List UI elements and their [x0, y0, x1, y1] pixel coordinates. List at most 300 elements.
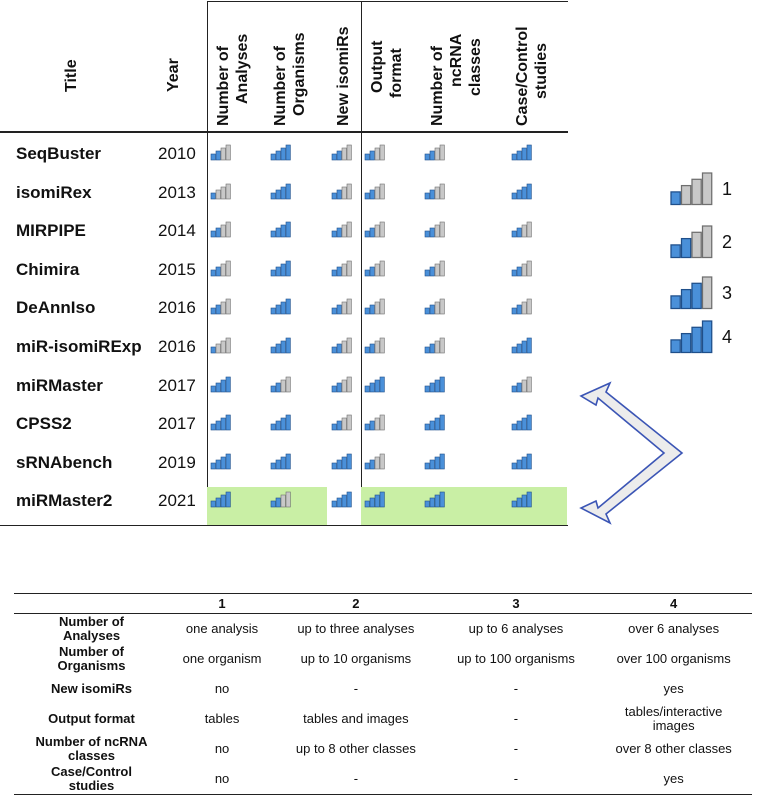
tool-name: miRMaster2 [16, 491, 113, 511]
rating-bar-filled [517, 498, 521, 507]
rating-bar-filled [425, 424, 429, 430]
rating-bar-empty [527, 377, 531, 392]
rating-bar-filled [276, 383, 280, 392]
rating-bar-filled [337, 305, 341, 314]
highlight-band [361, 487, 567, 525]
rating-bar-filled [692, 283, 701, 308]
rating-icon [210, 144, 231, 161]
rating-bar-empty [347, 222, 351, 237]
rating-bar-filled [281, 457, 285, 469]
rating-bar-filled [365, 154, 369, 160]
rating-bar-empty [380, 415, 384, 430]
rating-bar-filled [512, 386, 516, 392]
rating-bar-filled [286, 415, 290, 430]
rating-bar-empty [342, 418, 346, 430]
rating-bar-filled [702, 321, 711, 352]
definition-row [14, 764, 752, 795]
rating-icon [424, 491, 445, 508]
rating-bar-empty [375, 341, 379, 353]
rating-bar-filled [370, 344, 374, 353]
rating-bar-filled [671, 340, 680, 353]
rating-bar-filled [430, 305, 434, 314]
rating-icon [331, 414, 352, 431]
rating-bar-empty [527, 299, 531, 314]
tool-year: 2017 [158, 414, 196, 434]
rating-icon [270, 221, 291, 238]
rating-bar-filled [430, 267, 434, 276]
definition-cell: tables [204, 711, 240, 726]
rating-bar-filled [211, 463, 215, 469]
header-divider [361, 1, 362, 131]
rating-bar-empty [216, 190, 220, 199]
rating-bar-filled [365, 231, 369, 237]
definition-row [14, 674, 752, 704]
rating-bar-filled [271, 231, 275, 237]
rating-bar-filled [517, 344, 521, 353]
rating-bar-filled [512, 193, 516, 199]
header-year: Year [165, 58, 182, 92]
rating-icon [270, 337, 291, 354]
definition-cell: one organism [182, 651, 262, 666]
rating-bar-filled [211, 308, 215, 314]
rating-bar-filled [347, 454, 351, 469]
rating-icon [210, 260, 231, 277]
rating-bar-empty [375, 264, 379, 276]
tool-name: sRNAbench [16, 452, 113, 472]
rating-icon [511, 453, 532, 470]
rating-bar-filled [512, 424, 516, 430]
rating-bar-empty [281, 495, 285, 507]
rating-bar-filled [281, 148, 285, 160]
rating-icon [210, 337, 231, 354]
rating-bar-filled [435, 495, 439, 507]
header-case-control: Case/Control studies [514, 26, 550, 126]
rating-bar-filled [211, 386, 215, 392]
rating-icon [270, 298, 291, 315]
rating-bar-filled [271, 386, 275, 392]
rating-bar-filled [522, 418, 526, 430]
rating-bar-empty [435, 302, 439, 314]
rating-bar-filled [435, 457, 439, 469]
rating-icon [511, 376, 532, 393]
header-ncrna-classes: Number of ncRNA classes [429, 33, 484, 126]
tool-name: isomiRex [16, 182, 92, 202]
rating-bar-filled [286, 184, 290, 199]
column-divider [361, 131, 362, 526]
definition-cell: over 6 analyses [628, 621, 720, 636]
rating-bar-empty [226, 299, 230, 314]
rating-bar-empty [221, 302, 225, 314]
rating-bar-filled [226, 492, 230, 507]
rating-bar-filled [271, 424, 275, 430]
tool-year: 2019 [158, 452, 196, 472]
rating-bar-filled [527, 492, 531, 507]
table-bottom-rule [0, 525, 568, 526]
rating-bar-filled [211, 193, 215, 199]
rating-icon [511, 337, 532, 354]
definition-table [14, 593, 752, 795]
rating-bar-empty [435, 148, 439, 160]
rating-bar-filled [276, 228, 280, 237]
rating-bar-filled [226, 415, 230, 430]
rating-bar-empty [527, 222, 531, 237]
rating-bar-filled [512, 347, 516, 353]
rating-bar-filled [425, 270, 429, 276]
definition-cell: one analysis [185, 621, 259, 636]
rating-bar-filled [517, 421, 521, 430]
rating-bar-filled [517, 267, 521, 276]
definition-cell: up to 8 other classes [295, 741, 416, 756]
rating-bar-filled [337, 228, 341, 237]
rating-bar-empty [221, 264, 225, 276]
rating-bar-filled [332, 270, 336, 276]
rating-icon [424, 144, 445, 161]
rating-bar-empty [440, 338, 444, 353]
rating-icon [210, 453, 231, 470]
rating-bar-filled [211, 154, 215, 160]
rating-bar-empty [375, 418, 379, 430]
rating-bar-filled [370, 267, 374, 276]
rating-bar-filled [517, 460, 521, 469]
rating-bar-filled [370, 383, 374, 392]
rating-bar-filled [332, 347, 336, 353]
tool-year: 2014 [158, 221, 196, 241]
rating-icon [364, 491, 385, 508]
rating-bar-filled [342, 457, 346, 469]
rating-icon [424, 260, 445, 277]
rating-bar-empty [342, 264, 346, 276]
rating-bar-empty [347, 377, 351, 392]
tool-name: MIRPIPE [16, 221, 86, 241]
rating-bar-empty [435, 187, 439, 199]
rating-bar-filled [527, 415, 531, 430]
rating-bar-filled [425, 231, 429, 237]
rating-bar-empty [342, 302, 346, 314]
definition-cell: - [513, 771, 519, 786]
rating-bar-empty [440, 261, 444, 276]
definition-level-header: 3 [512, 596, 520, 611]
rating-bar-filled [276, 151, 280, 160]
definition-cell: over 100 organisms [616, 651, 731, 666]
rating-bar-filled [692, 327, 701, 352]
tool-name: CPSS2 [16, 414, 72, 434]
definition-header-row [14, 594, 752, 614]
definition-level-header: 4 [670, 596, 678, 611]
rating-bar-filled [332, 501, 336, 507]
rating-bar-filled [380, 377, 384, 392]
rating-bar-filled [337, 344, 341, 353]
rating-bar-filled [522, 341, 526, 353]
rating-bar-filled [271, 193, 275, 199]
rating-bar-empty [221, 341, 225, 353]
rating-icon [424, 376, 445, 393]
rating-bar-filled [337, 383, 341, 392]
rating-bar-filled [337, 267, 341, 276]
rating-bar-empty [692, 179, 701, 204]
rating-bar-filled [286, 222, 290, 237]
rating-bar-empty [286, 492, 290, 507]
rating-bar-filled [271, 308, 275, 314]
rating-bar-filled [671, 245, 680, 258]
rating-bar-empty [347, 261, 351, 276]
rating-icon [364, 298, 385, 315]
rating-bar-filled [425, 463, 429, 469]
rating-bar-empty [342, 380, 346, 392]
rating-bar-empty [702, 173, 711, 204]
rating-bar-empty [342, 225, 346, 237]
definition-cell: up to three analyses [297, 621, 415, 636]
tool-year: 2017 [158, 375, 196, 395]
rating-bar-filled [425, 347, 429, 353]
tool-year: 2015 [158, 259, 196, 279]
definition-row-label: Output format [48, 711, 135, 726]
rating-bar-filled [370, 460, 374, 469]
legend-label: 1 [722, 179, 733, 199]
rating-bar-filled [425, 308, 429, 314]
legend-label: 3 [722, 283, 733, 303]
rating-icon [364, 453, 385, 470]
column-divider [207, 131, 208, 526]
rating-icon [424, 453, 445, 470]
rating-bar-empty [380, 184, 384, 199]
rating-bar-empty [342, 341, 346, 353]
rating-bar-filled [380, 492, 384, 507]
rating-bar-empty [435, 264, 439, 276]
tool-year: 2010 [158, 144, 196, 163]
rating-icon [270, 491, 291, 508]
rating-bar-filled [517, 190, 521, 199]
rating-bar-filled [271, 463, 275, 469]
rating-bar-filled [221, 418, 225, 430]
rating-bar-empty [342, 187, 346, 199]
rating-icon [511, 260, 532, 277]
legend-icon [670, 320, 713, 354]
rating-bar-filled [440, 377, 444, 392]
rating-bar-empty [435, 341, 439, 353]
rating-bar-filled [221, 495, 225, 507]
rating-bar-filled [347, 492, 351, 507]
rating-bar-empty [380, 261, 384, 276]
tool-name: Chimira [16, 259, 80, 279]
rating-bar-filled [286, 454, 290, 469]
rating-bar-filled [430, 498, 434, 507]
rating-bar-filled [440, 415, 444, 430]
header-output-format: Output format [369, 40, 405, 98]
definition-cell: over 8 other classes [615, 741, 732, 756]
rating-bar-empty [347, 145, 351, 160]
rating-icon [364, 414, 385, 431]
rating-bar-filled [522, 495, 526, 507]
rating-bar-empty [440, 184, 444, 199]
rating-bar-empty [380, 299, 384, 314]
rating-bar-empty [380, 222, 384, 237]
rating-bar-filled [211, 424, 215, 430]
double-arrow-icon [572, 378, 690, 526]
rating-bar-filled [342, 495, 346, 507]
rating-bar-filled [671, 296, 680, 309]
rating-bar-empty [281, 380, 285, 392]
rating-bar-filled [332, 154, 336, 160]
rating-bar-empty [221, 187, 225, 199]
rating-bar-filled [281, 418, 285, 430]
rating-bar-filled [226, 377, 230, 392]
rating-bar-filled [517, 305, 521, 314]
rating-bar-empty [435, 225, 439, 237]
rating-bar-filled [271, 270, 275, 276]
rating-bar-filled [286, 338, 290, 353]
rating-bar-filled [281, 264, 285, 276]
rating-bar-filled [365, 424, 369, 430]
rating-bar-filled [365, 347, 369, 353]
definition-cell: no [214, 741, 230, 756]
rating-bar-filled [370, 151, 374, 160]
rating-icon [210, 183, 231, 200]
rating-bar-filled [430, 228, 434, 237]
header-top-rule [207, 1, 568, 2]
rating-bar-filled [211, 347, 215, 353]
rating-bar-filled [425, 154, 429, 160]
rating-bar-filled [522, 148, 526, 160]
definition-level-header: 1 [218, 596, 226, 611]
legend-label: 4 [722, 327, 733, 347]
rating-bar-empty [522, 380, 526, 392]
definition-cell: tables/interactive images [624, 704, 723, 733]
rating-bar-filled [276, 305, 280, 314]
rating-bar-filled [286, 145, 290, 160]
definition-cell: - [353, 681, 359, 696]
rating-bar-filled [271, 347, 275, 353]
rating-bar-filled [211, 270, 215, 276]
rating-bar-filled [276, 498, 280, 507]
rating-bar-empty [702, 226, 711, 257]
rating-bar-filled [276, 344, 280, 353]
rating-bar-empty [375, 148, 379, 160]
definition-row-label: Number of Organisms [57, 644, 126, 673]
rating-bar-filled [370, 498, 374, 507]
rating-bar-filled [370, 190, 374, 199]
legend-label: 2 [722, 232, 733, 252]
rating-bar-filled [332, 424, 336, 430]
rating-bar-filled [517, 151, 521, 160]
rating-bar-filled [281, 225, 285, 237]
tool-name: DeAnnIso [16, 298, 96, 318]
rating-bar-filled [375, 495, 379, 507]
rating-bar-filled [681, 290, 690, 309]
rating-bar-filled [281, 341, 285, 353]
rating-icon [511, 221, 532, 238]
rating-bar-filled [216, 151, 220, 160]
rating-bar-filled [440, 454, 444, 469]
rating-icon [364, 221, 385, 238]
header-title: Title [63, 59, 80, 92]
rating-bar-empty [527, 261, 531, 276]
rating-icon [331, 298, 352, 315]
rating-bar-empty [692, 232, 701, 257]
header-divider [207, 1, 208, 131]
rating-bar-filled [440, 492, 444, 507]
rating-bar-empty [522, 264, 526, 276]
rating-bar-empty [216, 344, 220, 353]
rating-bar-empty [221, 148, 225, 160]
rating-bar-empty [380, 454, 384, 469]
definition-corner [14, 594, 169, 614]
rating-bar-filled [430, 190, 434, 199]
tool-name: miRMaster [16, 375, 103, 395]
rating-icon [331, 453, 352, 470]
header-bottom-rule [0, 131, 568, 133]
rating-bar-filled [425, 386, 429, 392]
rating-bar-filled [216, 228, 220, 237]
rating-bar-filled [681, 334, 690, 353]
rating-bar-filled [527, 454, 531, 469]
rating-bar-filled [216, 421, 220, 430]
tool-name: miR-isomiRExp [16, 337, 142, 356]
rating-bar-filled [517, 383, 521, 392]
rating-bar-filled [435, 418, 439, 430]
rating-icon [270, 414, 291, 431]
definition-row [14, 644, 752, 674]
rating-bar-filled [522, 457, 526, 469]
rating-icon [270, 260, 291, 277]
rating-bar-empty [347, 299, 351, 314]
header-analyses: Number of Analyses [215, 33, 251, 126]
rating-bar-filled [430, 383, 434, 392]
definition-cell: up to 10 organisms [300, 651, 412, 666]
rating-icon [511, 298, 532, 315]
rating-bar-filled [337, 498, 341, 507]
rating-bar-filled [286, 261, 290, 276]
rating-bar-filled [365, 463, 369, 469]
rating-bar-filled [365, 270, 369, 276]
rating-bar-filled [430, 421, 434, 430]
rating-bar-empty [375, 302, 379, 314]
rating-bar-filled [365, 308, 369, 314]
rating-bar-filled [332, 193, 336, 199]
rating-icon [270, 453, 291, 470]
rating-bar-filled [522, 187, 526, 199]
rating-bar-filled [221, 380, 225, 392]
rating-bar-empty [681, 186, 690, 205]
rating-icon [364, 144, 385, 161]
rating-bar-empty [375, 187, 379, 199]
rating-bar-filled [226, 454, 230, 469]
definition-row-label: Number of ncRNA classes [35, 734, 148, 763]
tool-name: SeqBuster [16, 144, 102, 163]
rating-bar-filled [216, 460, 220, 469]
definition-cell: - [513, 711, 519, 726]
rating-bar-filled [425, 193, 429, 199]
rating-icon [424, 337, 445, 354]
rating-bar-filled [365, 386, 369, 392]
definition-level-header: 2 [352, 596, 360, 611]
rating-bar-empty [342, 148, 346, 160]
rating-icon [511, 183, 532, 200]
rating-icon [331, 144, 352, 161]
definition-cell: no [214, 681, 230, 696]
rating-bar-filled [512, 501, 516, 507]
rating-bar-filled [216, 498, 220, 507]
rating-bar-filled [281, 302, 285, 314]
rating-bar-filled [435, 380, 439, 392]
rating-bar-filled [276, 190, 280, 199]
rating-bar-filled [527, 338, 531, 353]
rating-icon [270, 183, 291, 200]
rating-bar-filled [527, 184, 531, 199]
rating-bar-empty [440, 299, 444, 314]
rating-bar-filled [281, 187, 285, 199]
rating-bar-filled [517, 228, 521, 237]
rating-bar-empty [226, 222, 230, 237]
